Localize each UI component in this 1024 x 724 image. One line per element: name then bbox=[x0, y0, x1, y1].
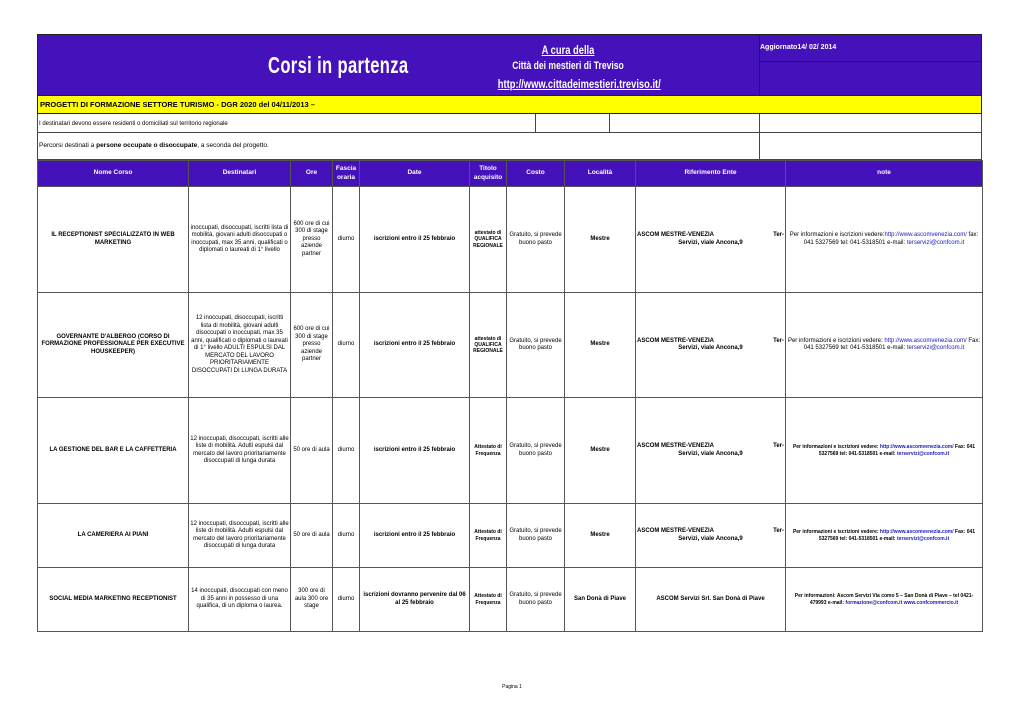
course-recipients: inoccupati, disoccupati, iscritti lista di mobilità, giovani adulti disoccupati o inoccupati, max 35 anni, qualificati o diplomati o laureati di 1° livello bbox=[189, 187, 291, 293]
course-title: attestato di QUALIFICA REGIONALE bbox=[470, 293, 507, 398]
course-title: attestato di QUALIFICA REGIONALE bbox=[470, 187, 507, 293]
curator-name: Città dei mestieri di Treviso bbox=[512, 60, 624, 72]
cell-divider bbox=[759, 114, 760, 132]
org-name-cont: Ter- bbox=[773, 337, 784, 344]
spreadsheet bbox=[37, 34, 982, 632]
col-riferimento-ente: Riferimento Ente bbox=[636, 161, 786, 187]
table-header-row bbox=[38, 161, 983, 187]
note-link[interactable]: formazione@confcom.it bbox=[845, 599, 903, 606]
audience-prefix: Percorsi destinati a bbox=[39, 142, 97, 149]
org-name: ASCOM MESTRE-VENEZIA bbox=[637, 443, 715, 449]
note-contact: Fax: 041 5327569 tel: 041-5318501 e-mail: bbox=[818, 529, 976, 542]
org-name-cont: Ter- bbox=[773, 232, 784, 238]
course-dates: iscrizioni dovranno pervenire dal 06 al 25 febbraio bbox=[360, 568, 470, 632]
org-name-cont: Ter- bbox=[773, 443, 784, 449]
org-name: ASCOM MESTRE-VENEZIA bbox=[637, 232, 715, 238]
course-hours: 50 ore di aula bbox=[291, 504, 333, 568]
course-dates: iscrizioni entro il 25 febbraio bbox=[360, 293, 470, 398]
curator-block bbox=[478, 43, 661, 91]
course-name: LA CAMERIERA AI PIANI bbox=[38, 504, 189, 568]
col-nome-corso: Nome Corso bbox=[38, 161, 189, 187]
course-cost: Gratuito, si prevede buono pasto bbox=[507, 568, 565, 632]
course-title: Attestato di Frequenza bbox=[470, 398, 507, 504]
org-name-cont: Ter- bbox=[773, 528, 784, 534]
cell-divider bbox=[535, 114, 536, 132]
course-note bbox=[786, 293, 983, 398]
audience-bold: persone occupate o disoccupate bbox=[96, 142, 198, 149]
table-row bbox=[38, 504, 983, 568]
course-dates: iscrizioni entro il 25 febbraio bbox=[360, 504, 470, 568]
course-cost: Gratuito, si prevede buono pasto bbox=[507, 398, 565, 504]
curator-label: A cura della bbox=[541, 43, 595, 57]
col-note: note bbox=[786, 161, 983, 187]
note-text: Per informazioni: Ascom Servizi Via como 5 – San Donà di Piave – tel 0421-479993 e-mail: bbox=[794, 593, 974, 606]
cell-divider bbox=[609, 114, 610, 132]
residency-note-text: I destinatari devono essere residenti o domiciliati sul territorio regionale bbox=[39, 121, 228, 127]
header-divider-h bbox=[759, 61, 981, 62]
note-email[interactable]: www.confcommercio.it bbox=[903, 599, 959, 606]
course-title: Attestato di Frequenza bbox=[470, 568, 507, 632]
course-time-slot: diurno bbox=[333, 293, 360, 398]
col-costo: Costo bbox=[507, 161, 565, 187]
update-date: Aggiornato14/ 02/ 2014 bbox=[760, 44, 837, 51]
note-contact: Fax: 041 5327569 tel: 041-5318501 e-mail: bbox=[803, 337, 981, 351]
courses-table bbox=[37, 160, 983, 632]
course-organization bbox=[636, 568, 786, 632]
course-dates: iscrizioni entro il 25 febbraio bbox=[360, 398, 470, 504]
course-recipients: 14 inoccupati, disoccupati con meno di 35 anni in possesso di una qualifica, di un diploma o laurea. bbox=[189, 568, 291, 632]
note-email[interactable]: terservizi@confcom.it bbox=[897, 535, 950, 542]
course-cost: Gratuito, si prevede buono pasto bbox=[507, 293, 565, 398]
org-name: ASCOM MESTRE-VENEZIA bbox=[637, 528, 715, 534]
course-note bbox=[786, 398, 983, 504]
course-time-slot: diurno bbox=[333, 187, 360, 293]
course-organization bbox=[636, 293, 786, 398]
course-location: Mestre bbox=[565, 398, 636, 504]
note-contact: fax: 041 5327569 tel: 041-5318501 e-mail: bbox=[803, 232, 979, 246]
note-link[interactable]: http://www.ascomvenezia.com/ bbox=[884, 232, 967, 238]
course-organization bbox=[636, 504, 786, 568]
org-address: Servizi, viale Ancona,9 bbox=[678, 535, 743, 542]
org-address: Servizi, viale Ancona,9 bbox=[678, 239, 743, 246]
residency-note bbox=[37, 114, 982, 133]
col-fascia-oraria: Fascia oraria bbox=[333, 161, 360, 187]
course-time-slot: diurno bbox=[333, 398, 360, 504]
cell-divider bbox=[759, 133, 760, 159]
org-name: ASCOM Servizi Srl. San Donà di Piave bbox=[656, 595, 765, 602]
page-title: Corsi in partenza bbox=[268, 52, 409, 78]
audience-note bbox=[37, 133, 982, 160]
course-name: LA GESTIONE DEL BAR E LA CAFFETTERIA bbox=[38, 398, 189, 504]
col-date: Date bbox=[360, 161, 470, 187]
header-banner bbox=[37, 34, 982, 96]
col-localita: Località bbox=[565, 161, 636, 187]
note-text: Per informazioni e iscrizioni vedere: bbox=[792, 444, 880, 451]
note-link[interactable]: http://www.ascomvenezia.com/ bbox=[884, 337, 967, 344]
table-row bbox=[38, 398, 983, 504]
course-note bbox=[786, 568, 983, 632]
table-row bbox=[38, 187, 983, 293]
curator-link[interactable]: http://www.cittadeimestieri.treviso.it/ bbox=[497, 77, 661, 91]
org-address: Servizi, viale Ancona,9 bbox=[678, 450, 743, 457]
course-name: GOVERNANTE D'ALBERGO (CORSO DI FORMAZIONE PROFESSIONALE PER EXECUTIVE HOUSKEEPER) bbox=[38, 293, 189, 398]
table-row bbox=[38, 293, 983, 398]
note-email[interactable]: terservizi@confcom.it bbox=[906, 345, 965, 351]
table-row bbox=[38, 568, 983, 632]
course-note bbox=[786, 187, 983, 293]
page-footer: Pagina 1 bbox=[502, 684, 522, 690]
course-recipients: 12 inoccupati, disoccupati, iscritti alle liste di mobilità. Adulti espulsi dal mercato del lavoro prioritariamente disoccupati di lunga durata bbox=[189, 504, 291, 568]
project-title: PROGETTI DI FORMAZIONE SETTORE TURISMO - DGR 2020 del 04/11/2013 – bbox=[37, 96, 982, 114]
col-titolo: Titolo acquisito bbox=[470, 161, 507, 187]
note-text: Per informazioni e iscrizioni vedere: bbox=[792, 529, 880, 536]
note-email[interactable]: terservizi@confcom.it bbox=[897, 450, 950, 457]
note-text: Per informazioni e iscrizioni vedere: bbox=[787, 337, 885, 344]
org-name: ASCOM MESTRE-VENEZIA bbox=[637, 337, 715, 344]
course-organization bbox=[636, 187, 786, 293]
note-email[interactable]: terservizi@confcom.it bbox=[906, 239, 965, 246]
course-name: SOCIAL MEDIA MARKETING RECEPTIONIST bbox=[38, 568, 189, 632]
course-name: IL RECEPTIONIST SPECIALIZZATO IN WEB MARKETING bbox=[38, 187, 189, 293]
course-hours: 600 ore di cui 300 di stage presso aziende partner bbox=[291, 187, 333, 293]
course-title: Attestato di Frequenza bbox=[470, 504, 507, 568]
org-address: Servizi, viale Ancona,9 bbox=[678, 345, 743, 351]
course-organization bbox=[636, 398, 786, 504]
course-time-slot: diurno bbox=[333, 504, 360, 568]
note-contact: Fax: 041 5327569 tel: 041-5318501 e-mail: bbox=[818, 444, 976, 457]
course-recipients: 12 inoccupati, disoccupati, iscritti lista di mobilità, giovani adulti disoccupati o inoccupati, max 35 anni, qualificati o diplomati o laureati di 1° livello ADULTI ESPULSI DAL MERCATO DEL LAVORO PRIORITARIAMENTE DISOCCUPATI DI LUNGA DURATA bbox=[189, 293, 291, 398]
col-ore: Ore bbox=[291, 161, 333, 187]
course-cost: Gratuito, si prevede buono pasto bbox=[507, 187, 565, 293]
note-link[interactable]: http://www.ascomvenezia.com/ bbox=[879, 529, 954, 536]
note-link[interactable]: http://www.ascomvenezia.com/ bbox=[879, 444, 954, 451]
course-dates: iscrizioni entro il 25 febbraio bbox=[360, 187, 470, 293]
course-location: Mestre bbox=[565, 187, 636, 293]
note-text: Per informazioni e iscrizioni vedere: bbox=[789, 232, 885, 238]
audience-suffix: , a seconda del progetto. bbox=[197, 142, 269, 149]
course-location: Mestre bbox=[565, 504, 636, 568]
course-hours: 600 ore di cui 300 di stage presso aziende partner bbox=[291, 293, 333, 398]
course-recipients: 12 inoccupati, disoccupati, iscritti alle liste di mobilità. Adulti espulsi dal mercato del lavoro prioritariamente disoccupati di lunga durata bbox=[189, 398, 291, 504]
course-note bbox=[786, 504, 983, 568]
course-location: San Donà di Piave bbox=[565, 568, 636, 632]
course-hours: 300 ore di aula 300 ore stage bbox=[291, 568, 333, 632]
col-destinatari: Destinatari bbox=[189, 161, 291, 187]
course-location: Mestre bbox=[565, 293, 636, 398]
course-hours: 50 ore di aula bbox=[291, 398, 333, 504]
course-time-slot: diurno bbox=[333, 568, 360, 632]
course-cost: Gratuito, si prevede buono pasto bbox=[507, 504, 565, 568]
